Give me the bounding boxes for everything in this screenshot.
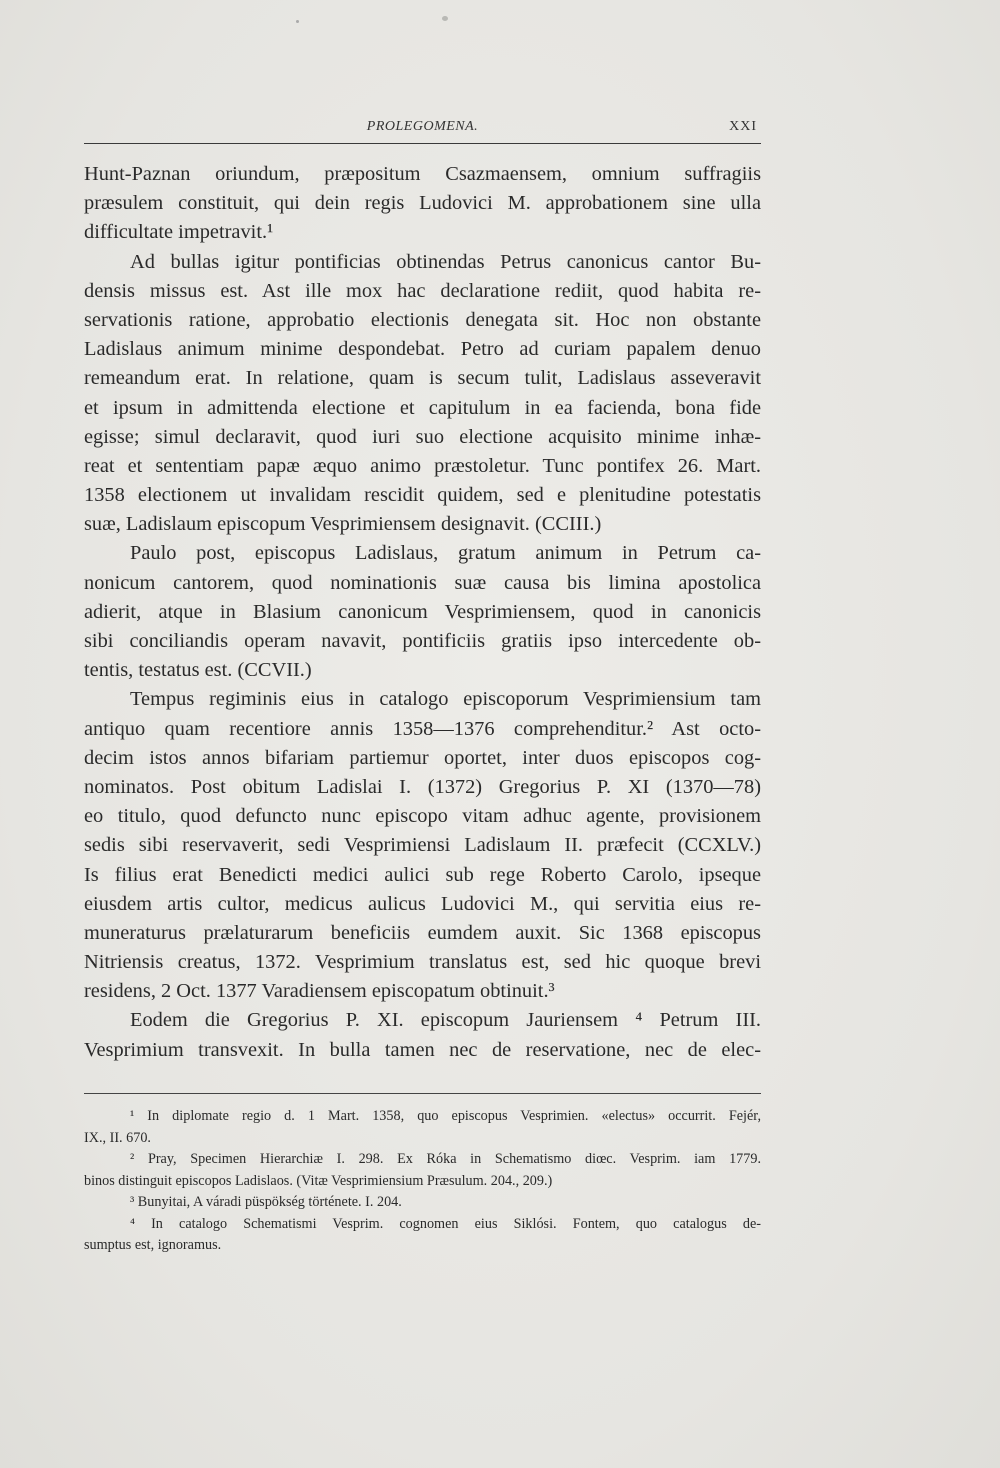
footnote-line: sumptus est, ignoramus. <box>84 1237 222 1253</box>
text-line: et ipsum in admittenda electione et capitulum in ea facienda, bona fide <box>84 396 761 419</box>
text-line: servationis ratione, approbatio electionis denegata sit. Hoc non obstante <box>84 308 761 331</box>
main-text <box>84 160 761 1065</box>
text-line: densis missus est. Ast ille mox hac declaratione rediit, quod habita re- <box>84 279 761 302</box>
paper-speck <box>296 20 299 23</box>
text-line: præsulem constituit, qui dein regis Ludovici M. approbationem sine ulla <box>84 192 761 215</box>
paragraph-start: Paulo post, episcopus Ladislaus, gratum animum in Petrum ca- <box>130 542 761 565</box>
text-line: reat et sententiam papæ æquo animo præstoletur. Tunc pontifex 26. Mart. <box>84 454 761 477</box>
text-line: muneraturus prælaturarum beneficiis eumdem auxit. Sic 1368 episcopus <box>84 921 761 944</box>
text-line: eiusdem artis cultor, medicus aulicus Ludovici M., qui servitia eius re- <box>84 892 761 915</box>
text-line: Nitriensis creatus, 1372. Vesprimium translatus est, sed hic quoque brevi <box>84 951 761 974</box>
footnote-line: IX., II. 670. <box>84 1129 151 1146</box>
text-line: nonicum cantorem, quod nominationis suæ causa bis limina apostolica <box>84 571 761 594</box>
text-line: sibi conciliandis operam navavit, pontificiis gratiis ipso intercedente ob- <box>84 630 761 652</box>
text-line: tentis, testatus est. (CCVII.) <box>84 659 312 682</box>
text-line: antiquo quam recentiore annis 1358—1376 comprehenditur.² Ast octo- <box>84 717 761 740</box>
text-line: Is filius erat Benedicti medici aulici sub rege Roberto Carolo, ipseque <box>84 863 761 886</box>
text-line: Hunt-Paznan oriundum, præpositum Csazmaensem, omnium suffragiis <box>84 163 761 185</box>
text-line: decim istos annos bifariam partiemur oportet, inter duos episcopos cog- <box>84 746 761 769</box>
text-line: egisse; simul declaravit, quod iuri suo electione acquisito minime inhæ- <box>84 425 761 448</box>
paragraph-start: Tempus regiminis eius in catalogo episcoporum Vesprimiensium tam <box>130 688 761 711</box>
footnote-3: ³ Bunyitai, A váradi püspökség története. I. 204. <box>130 1194 402 1210</box>
page-number: XXI <box>729 119 757 134</box>
footnote-line: binos distinguit episcopos Ladislaos. (Vitæ Vesprimiensium Præsulum. 204., 209.) <box>84 1172 553 1189</box>
running-title: PROLEGOMENA. <box>366 119 479 134</box>
text-line: 1358 electionem ut invalidam rescidit quidem, sed e plenitudine potestatis <box>84 484 761 507</box>
paragraph-start: Eodem die Gregorius P. XI. episcopum Jauriensem ⁴ Petrum III. <box>130 1009 761 1032</box>
footnote-separator <box>84 1093 761 1094</box>
footnote-2: ² Pray, Specimen Hierarchiæ I. 298. Ex Róka in Schematismo diœc. Vesprim. iam 1779. <box>130 1151 761 1167</box>
text-line: difficultate impetravit.¹ <box>84 221 274 244</box>
text-line: Vesprimium transvexit. In bulla tamen nec de reservatione, nec de elec- <box>84 1038 761 1061</box>
text-line: eo titulo, quod defuncto nunc episcopo vitam adhuc agente, provisionem <box>84 805 761 828</box>
text-line: nominatos. Post obitum Ladislai I. (1372) Gregorius P. XI (1370—78) <box>84 775 761 798</box>
text-line: residens, 2 Oct. 1377 Varadiensem episcopatum obtinuit.³ <box>84 980 555 1003</box>
footnotes <box>84 1106 761 1257</box>
running-header <box>84 119 761 144</box>
paper-speck <box>442 16 448 21</box>
footnote-1: ¹ In diplomate regio d. 1 Mart. 1358, quo episcopus Vesprimien. «electus» occurrit. Fejér, <box>130 1108 761 1124</box>
text-line: Ladislaus animum minime despondebat. Petro ad curiam papalem denuo <box>84 338 761 361</box>
footnote-4: ⁴ In catalogo Schematismi Vesprim. cognomen eius Siklósi. Fontem, quo catalogus de- <box>130 1215 761 1232</box>
text-line: remeandum erat. In relatione, quam is secum tulit, Ladislaus asseveravit <box>84 367 761 390</box>
paragraph-start: Ad bullas igitur pontificias obtinendas Petrus canonicus cantor Bu- <box>130 250 761 273</box>
text-line: sedis sibi reservaverit, sedi Vesprimiensi Ladislaum II. præfecit (CCXLV.) <box>84 834 761 857</box>
text-line: suæ, Ladislaum episcopum Vesprimiensem designavit. (CCIII.) <box>84 513 602 536</box>
text-line: adierit, atque in Blasium canonicum Vesprimiensem, quod in canonicis <box>84 600 761 623</box>
